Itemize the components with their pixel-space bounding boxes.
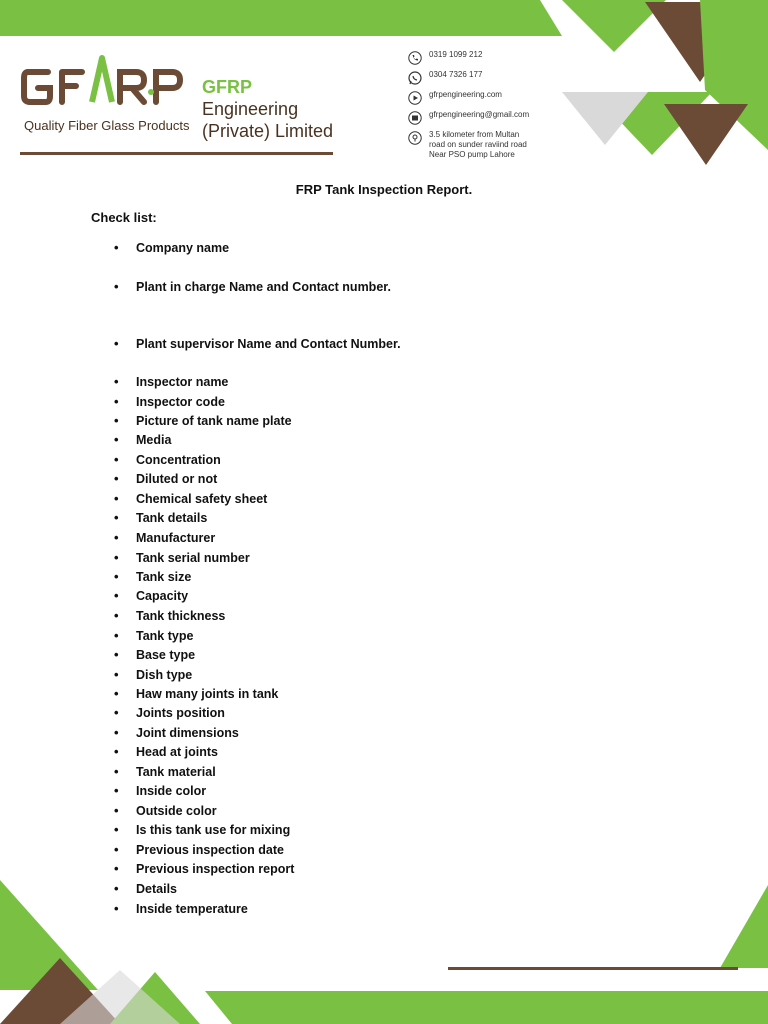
bullet-icon: • [114,803,119,818]
bullet-icon: • [114,374,119,389]
checklist-item-label: Is this tank use for mixing [136,823,291,837]
checklist-item-label: Joint dimensions [136,726,239,740]
bullet-icon: • [114,686,119,701]
checklist-item [114,279,391,295]
checklist-item-label: Company name [136,241,230,255]
contact-website-text: gfrpengineering.com [429,90,502,99]
bullet-icon: • [114,394,119,409]
checklist-item [114,452,221,468]
checklist-item-label: Joints position [136,706,225,720]
report-title: FRP Tank Inspection Report. [295,182,473,197]
checklist-item-label: Diluted or not [136,472,218,486]
checklist-item-label: Picture of tank name plate [136,414,292,428]
bullet-icon: • [114,608,119,623]
checklist-item [114,842,284,858]
checklist-item [114,240,229,256]
bullet-icon: • [114,569,119,584]
checklist-item [114,628,193,644]
footer-divider [448,967,738,970]
checklist-item-label: Outside color [136,804,217,818]
company-short-name: GFRP [202,77,253,97]
bullet-icon: • [114,783,119,798]
bullet-icon: • [114,861,119,876]
checklist-item-label: Haw many joints in tank [136,687,279,701]
checklist-item-label: Inside temperature [136,902,248,916]
bullet-icon: • [114,452,119,467]
bullet-icon: • [114,432,119,447]
checklist-item-label: Inspector name [136,375,229,389]
contact-email-text: gfrpengineering@gmail.com [429,110,530,119]
checklist-item-label: Base type [136,648,196,662]
checklist-item [114,725,239,741]
contact-whatsapp-text: 0304 7326 177 [429,70,483,79]
checklist-item [114,510,207,526]
checklist-item [114,901,248,917]
bullet-icon: • [114,510,119,525]
checklist-item [114,374,228,390]
checklist-item-label: Plant in charge Name and Contact number. [136,280,391,294]
bullet-icon: • [114,667,119,682]
checklist-item [114,336,401,352]
checklist-heading: Check list: [91,210,157,225]
checklist-item-label: Capacity [136,589,189,603]
bullet-icon: • [114,647,119,662]
bullet-icon: • [114,744,119,759]
bullet-icon: • [114,881,119,896]
checklist-item [114,471,217,487]
checklist-item [114,744,218,760]
bullet-icon: • [114,842,119,857]
bullet-icon: • [114,471,119,486]
checklist-item [114,803,217,819]
checklist-item [114,881,177,897]
checklist-item [114,432,171,448]
company-name-line1: Engineering [202,99,299,119]
bullet-icon: • [114,822,119,837]
checklist-item-label: Tank details [136,511,208,525]
bullet-icon: • [114,491,119,506]
checklist-item [114,608,225,624]
company-name-line2: (Private) Limited [202,121,334,141]
checklist-item [114,822,290,838]
checklist-item [114,686,278,702]
bullet-icon: • [114,530,119,545]
checklist-item-label: Chemical safety sheet [136,492,268,506]
checklist-item-label: Inside color [136,784,207,798]
checklist-item [114,569,191,585]
checklist-item-label: Head at joints [136,745,218,759]
bullet-icon: • [114,705,119,720]
checklist-item-label: Tank type [136,629,194,643]
bullet-icon: • [114,240,119,255]
checklist-item [114,530,215,546]
checklist-item [114,783,206,799]
checklist-item-label: Inspector code [136,395,225,409]
checklist-item-label: Tank size [136,570,192,584]
checklist-item [114,667,192,683]
checklist-item [114,647,195,663]
bullet-icon: • [114,901,119,916]
bullet-icon: • [114,279,119,294]
bullet-icon: • [114,550,119,565]
bullet-icon: • [114,725,119,740]
checklist-item-label: Tank material [136,765,216,779]
checklist-item-label: Previous inspection date [136,843,284,857]
checklist-item-label: Dish type [136,668,193,682]
checklist-item [114,861,294,877]
bullet-icon: • [114,336,119,351]
bullet-icon: • [114,588,119,603]
checklist-item-label: Concentration [136,453,221,467]
checklist-item-label: Previous inspection report [136,862,295,876]
bullet-icon: • [114,764,119,779]
checklist-item-label: Manufacturer [136,531,216,545]
bullet-icon: • [114,628,119,643]
bullet-icon: • [114,413,119,428]
checklist-item-label: Media [136,433,172,447]
checklist-item-label: Tank serial number [136,551,250,565]
contact-address-text: 3.5 kilometer from Multan road on sunder raviind road Near PSO pump Lahore [429,130,527,159]
checklist-item [114,550,250,566]
checklist-item [114,705,225,721]
contact-phone-text: 0319 1099 212 [429,50,483,59]
checklist-item-label: Details [136,882,177,896]
checklist-item [114,588,188,604]
checklist-item-label: Plant supervisor Name and Contact Number. [136,337,401,351]
checklist-item [114,764,216,780]
checklist-item [114,413,292,429]
checklist-item [114,394,225,410]
checklist-item-label: Tank thickness [136,609,226,623]
brand-tagline: Quality Fiber Glass Products [24,118,190,133]
checklist-item [114,491,267,507]
